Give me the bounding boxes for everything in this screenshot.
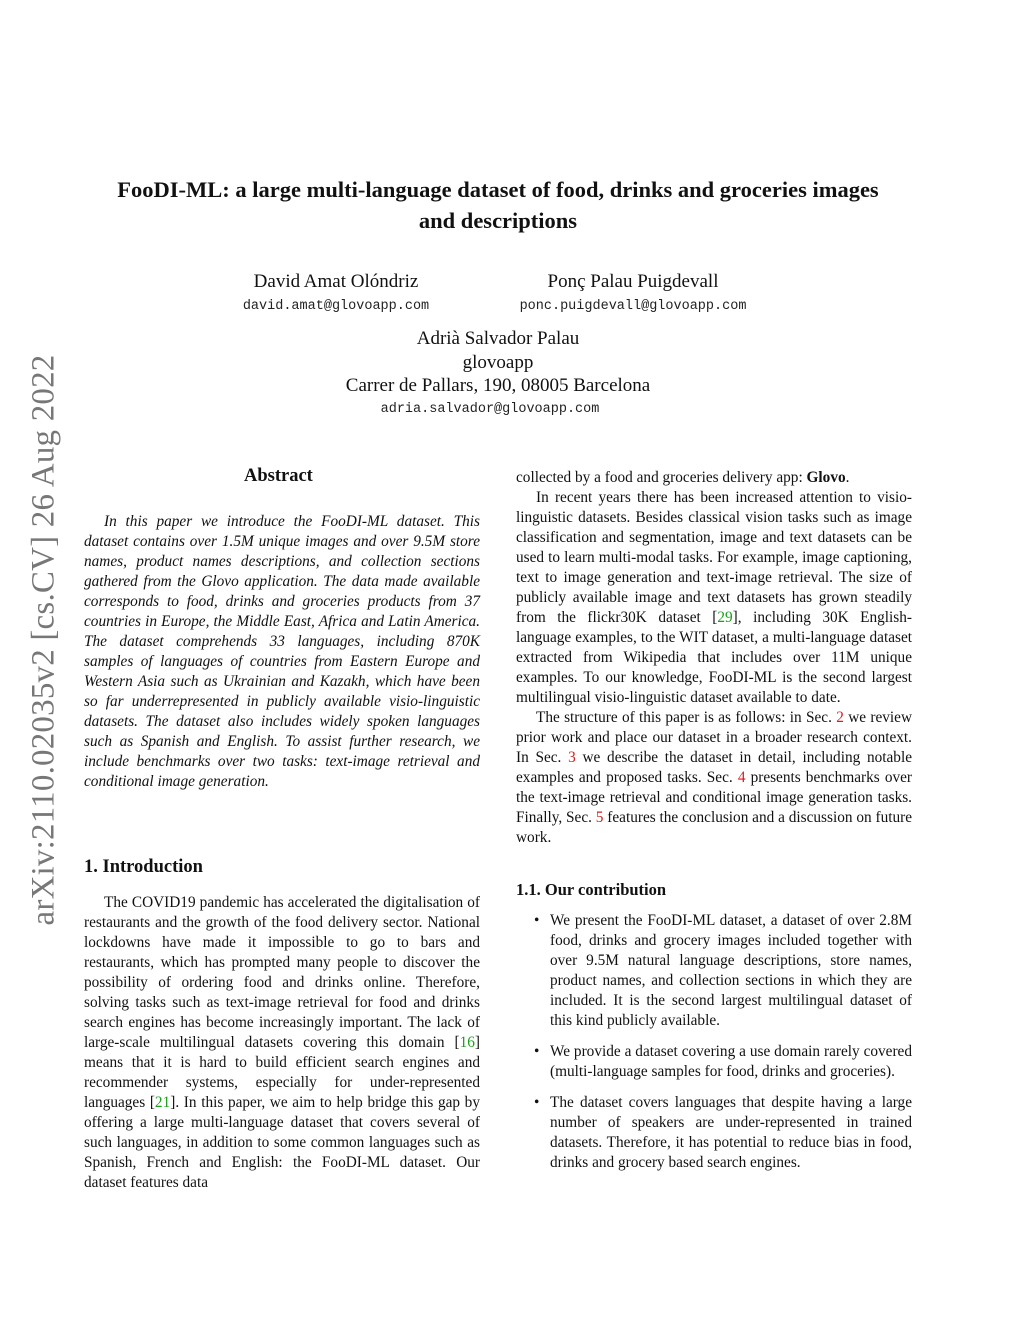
intro-text-c: ]. In this paper, we aim to help bridge this gap by offering a large multi-language dataset that covers several of such languages, in addition to some common languages such as Spanish, French and English: the FooDI-ML dataset. Our dataset features data [84, 1094, 480, 1191]
contribution-item [516, 1042, 912, 1082]
contribution-text: The dataset covers languages that despite having a large number of speakers are under-represented in trained datasets. Therefore, it has potential to reduce bias in food, drinks and grocery based search engines. [550, 1094, 912, 1171]
continued-text-b: . [845, 469, 850, 486]
title-line-1: FooDI-ML: a large multi-language dataset of food, drinks and groceries images [117, 177, 879, 202]
author-1-name: David Amat Olóndriz [253, 271, 419, 292]
contribution-text: We provide a dataset covering a use domain rarely covered (multi-language samples for food, drinks and groceries). [550, 1043, 912, 1080]
arxiv-stamp: arXiv:2110.02035v2 [cs.CV] 26 Aug 2022 [25, 354, 62, 926]
p2-text-b: ], including 30K English-language examples, to the WIT dataset, a multi-language dataset extracted from Wikipedia that includes over 11M unique examples. To our knowledge, FooDI-ML is the second largest multilingual visio-linguistic dataset available to date. [516, 609, 912, 706]
intro-text-a: The COVID19 pandemic has accelerated the digitalisation of restaurants and the growth of the food delivery sector. National lockdowns have made it impossible to go to bars and restaurants, which has prompted many people to discover the possibility of ordering food and drinks online. Therefore, solving tasks such as text-image retrieval for food and drinks search engines has become increasingly important. The lack of large-scale multilingual datasets covering this domain [ [84, 894, 480, 1051]
section-5-link[interactable]: 5 [595, 809, 604, 826]
citation-29-link[interactable]: 29 [717, 609, 733, 626]
continued-text-a: collected by a food and groceries delivery app: [516, 469, 807, 486]
p2-text-a: In recent years there has been increased attention to visio-linguistic datasets. Besides classical vision tasks such as image classification and segmentation, image and text datasets can be used to learn multi-modal tasks. For example, image captioning, text to image generation and text-image retrieval. The size of publicly available image and text datasets has grown steadily from the flickr30K dataset [ [516, 489, 912, 626]
contribution-heading: 1.1. Our contribution [516, 880, 667, 899]
p3-text-a: The structure of this paper is as follows: in Sec. [536, 709, 837, 726]
bullet-icon: • [534, 1043, 540, 1060]
p3-text-d: presents benchmarks over the text-image retrieval and conditional image generation tasks. Finally, Sec. [516, 769, 913, 826]
author-3-affiliation: glovoapp [462, 352, 534, 373]
author-2-email[interactable]: ponc.puigdevall@glovoapp.com [519, 299, 747, 314]
structure-paragraph [516, 708, 912, 848]
intro-text-b: ] means that it is hard to build efficient search engines and recommender systems, especially for under-represented languages [ [84, 1034, 480, 1111]
paper-title [80, 174, 916, 236]
contribution-text: We present the FooDI-ML dataset, a dataset of over 2.8M food, drinks and grocery images included together with over 9.5M natural language descriptions, store names, product names, and collection sections in which they are included. It is the second largest multilingual dataset of this kind publicly available. [550, 912, 912, 1029]
author-2-name: Ponç Palau Puigdevall [547, 271, 719, 292]
abstract-text: In this paper we introduce the FooDI-ML dataset. This dataset contains over 1.5M unique images and over 9.5M store names, product names descriptions, and collection sections gathered from the Glovo application. The data made available corresponds to food, drinks and groceries products from 37 countries in Europe, the Middle East, Africa and Latin America. The dataset comprehends 33 languages, including 870K samples of languages of countries from Eastern Europe and Western Asia such as Ukrainian and Kazakh, which have been so far underrepresented in publicly available visio-linguistic datasets. The dataset also includes widely spoken languages such as Spanish and English. To assist further research, we include benchmarks over two tasks: text-image retrieval and conditional image generation. [84, 513, 480, 790]
p3-text-b: we review prior work and place our dataset in a broader research context. In Sec. [516, 709, 913, 766]
contribution-list [516, 911, 912, 1173]
section-3-link[interactable]: 3 [568, 749, 576, 766]
p3-text-e: features the conclusion and a discussion on future work. [516, 809, 913, 846]
abstract-body [84, 512, 480, 792]
abstract-heading: Abstract [244, 466, 313, 486]
introduction-heading: 1. Introduction [84, 857, 203, 877]
author-1-email[interactable]: david.amat@glovoapp.com [242, 299, 430, 314]
bullet-icon: • [534, 1094, 540, 1111]
title-line-2: and descriptions [418, 208, 578, 233]
introduction-body [84, 893, 480, 1193]
contribution-item [516, 911, 912, 1031]
glovo-bold: Glovo [806, 469, 846, 486]
introduction-paragraph [84, 893, 480, 1193]
citation-16-link[interactable]: 16 [459, 1034, 475, 1051]
right-column-body [516, 468, 912, 848]
contribution-list-wrapper [516, 911, 912, 1184]
citation-21-link[interactable]: 21 [154, 1094, 171, 1111]
p3-text-c: we describe the dataset in detail, including notable examples and proposed tasks. Sec. [516, 749, 912, 786]
author-3-name: Adrià Salvador Palau [416, 328, 580, 349]
contribution-item [516, 1093, 912, 1173]
section-4-link[interactable]: 4 [737, 769, 746, 786]
author-3-address: Carrer de Pallars, 190, 08005 Barcelona [345, 375, 651, 396]
author-3-email[interactable]: adria.salvador@glovoapp.com [380, 402, 600, 417]
bullet-icon: • [534, 912, 540, 929]
related-datasets-paragraph [516, 488, 912, 708]
section-2-link[interactable]: 2 [836, 709, 844, 726]
continued-paragraph [516, 468, 912, 488]
